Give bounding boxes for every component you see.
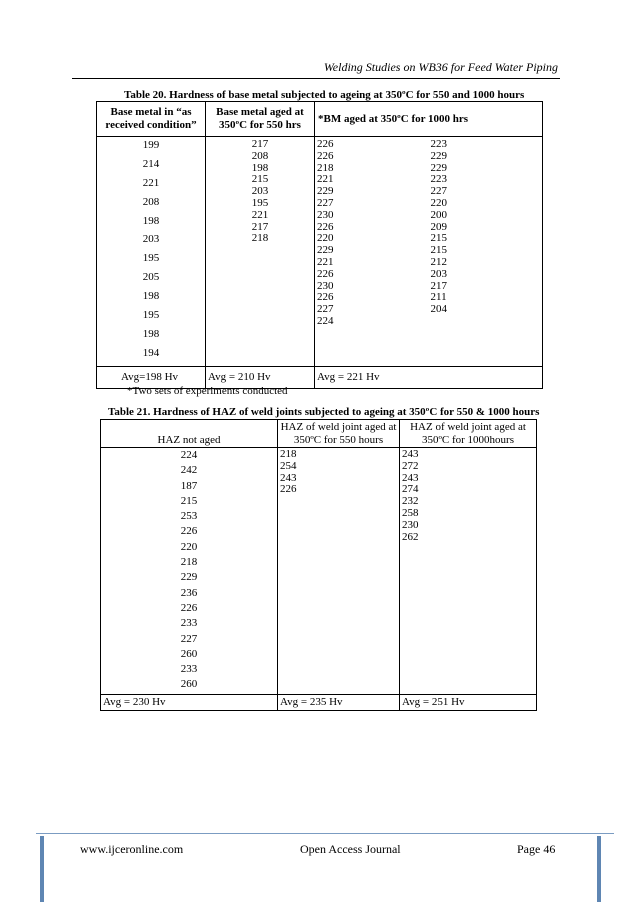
table-cell: 215 — [430, 232, 447, 245]
table21-avg-1000: Avg = 251 Hv — [400, 694, 537, 710]
table-cell: 226 — [317, 149, 334, 162]
table-cell: 209 — [430, 220, 447, 233]
table-cell: 198 — [142, 214, 160, 227]
table20-note: *Two sets of experiments conducted — [127, 385, 288, 397]
table-cell: 195 — [142, 309, 160, 322]
table-cell: 208 — [251, 149, 269, 162]
table-cell: 226 — [317, 291, 334, 304]
table-cell: 229 — [180, 571, 198, 584]
table-cell: 218 — [280, 448, 297, 460]
table-cell: 229 — [317, 185, 334, 198]
table20-col-received — [97, 137, 206, 367]
footer-rule — [36, 833, 614, 834]
table-cell: 227 — [430, 185, 447, 198]
table-cell: 214 — [142, 157, 160, 170]
table-cell: 258 — [402, 506, 419, 519]
table20-caption: Table 20. Hardness of base metal subjected to ageing at 350ºC for 550 and 1000 hours — [124, 89, 525, 101]
running-head: Welding Studies on WB36 for Feed Water Piping — [323, 60, 558, 74]
table-cell: 211 — [430, 291, 447, 304]
table-cell: 274 — [402, 483, 419, 496]
table-cell: 198 — [142, 327, 160, 340]
table-cell: 227 — [317, 303, 334, 316]
table-cell: 233 — [180, 617, 198, 630]
table20-header-1000: *BM aged at 350ºC for 1000 hrs — [315, 102, 543, 137]
table-cell: 195 — [142, 252, 160, 265]
table-cell: 226 — [317, 267, 334, 280]
table-cell: 229 — [430, 149, 447, 162]
table-cell: 262 — [402, 530, 419, 543]
table-cell: 217 — [251, 138, 269, 150]
table-cell: 254 — [280, 459, 297, 472]
table21-header-1000: HAZ of weld joint aged at 350ºC for 1000hours — [400, 420, 537, 448]
table-cell: 226 — [317, 138, 334, 150]
table-cell: 218 — [317, 161, 334, 174]
table-cell: 226 — [317, 220, 334, 233]
table-cell: 215 — [251, 173, 269, 186]
table-cell: 224 — [317, 314, 334, 327]
table21-header-not-aged: HAZ not aged — [101, 420, 278, 448]
table-cell: 236 — [180, 586, 198, 599]
table-cell: 187 — [180, 479, 198, 492]
footer-left-bar — [40, 836, 44, 902]
table20-header-550: Base metal aged at 350ºC for 550 hrs — [206, 102, 315, 137]
table-cell: 226 — [180, 601, 198, 614]
table-cell: 221 — [317, 255, 334, 268]
footer-page-number: Page 46 — [517, 842, 556, 856]
table-cell: 220 — [180, 540, 198, 553]
table-cell: 243 — [402, 471, 419, 484]
table-cell: 198 — [142, 290, 160, 303]
table-cell: 218 — [180, 556, 198, 569]
table-cell: 199 — [142, 139, 160, 151]
table-cell: 215 — [430, 244, 447, 257]
table-cell: 229 — [317, 244, 334, 257]
table-cell: 195 — [251, 196, 269, 209]
table20-col-550 — [206, 137, 315, 367]
table-cell: 243 — [402, 448, 419, 460]
table-cell: 203 — [430, 267, 447, 280]
table-cell: 224 — [180, 449, 198, 461]
table-cell: 260 — [180, 647, 198, 660]
table21 — [100, 419, 537, 711]
table-cell: 226 — [180, 525, 198, 538]
table-cell: 198 — [251, 161, 269, 174]
table-cell: 212 — [430, 255, 447, 268]
table-cell: 215 — [180, 494, 198, 507]
table-cell: 203 — [251, 185, 269, 198]
table-cell: 217 — [251, 220, 269, 233]
table-cell: 242 — [180, 464, 198, 477]
table-cell: 233 — [180, 663, 198, 676]
table-cell: 260 — [180, 678, 198, 691]
table-cell: 253 — [180, 510, 198, 523]
footer-right-bar — [597, 836, 601, 902]
footer-journal: Open Access Journal — [300, 842, 401, 856]
table21-col-1000 — [400, 448, 537, 695]
table21-header-550: HAZ of weld joint aged at 350ºC for 550 hours — [278, 420, 400, 448]
table20-avg-1000: Avg = 221 Hv — [315, 366, 543, 388]
table21-avg-550: Avg = 235 Hv — [278, 694, 400, 710]
table-cell: 204 — [430, 303, 447, 316]
footer-url: www.ijceronline.com — [80, 842, 184, 856]
table-cell: 229 — [430, 161, 447, 174]
table-cell: 194 — [142, 346, 160, 359]
table-cell: 227 — [180, 632, 198, 645]
table20-avg-received: Avg=198 Hv — [97, 366, 206, 388]
table-cell: 218 — [251, 232, 269, 245]
table-cell: 230 — [317, 279, 334, 292]
table-cell: 226 — [280, 483, 297, 496]
table-cell: 243 — [280, 471, 297, 484]
table20-avg-550: Avg = 210 Hv — [206, 366, 315, 388]
table-cell: 223 — [430, 173, 447, 186]
table-cell: 217 — [430, 279, 447, 292]
table20-col-1000 — [315, 137, 543, 367]
table21-caption: Table 21. Hardness of HAZ of weld joints subjected to ageing at 350ºC for 550 & 1000 hours — [108, 406, 540, 418]
table-cell: 205 — [142, 271, 160, 284]
table-cell: 221 — [317, 173, 334, 186]
table-cell: 221 — [251, 208, 269, 221]
table-cell: 230 — [317, 208, 334, 221]
table-cell: 220 — [317, 232, 334, 245]
table-cell: 232 — [402, 495, 419, 508]
table21-col-not-aged — [101, 448, 278, 695]
table20-header-received: Base metal in “as received condition” — [97, 102, 206, 137]
table-cell: 230 — [402, 518, 419, 531]
table-cell: 203 — [142, 233, 160, 246]
table21-avg-not-aged: Avg = 230 Hv — [101, 694, 278, 710]
table-cell: 220 — [430, 196, 447, 209]
table-cell: 200 — [430, 208, 447, 221]
table-cell: 223 — [430, 138, 447, 150]
table-cell: 208 — [142, 195, 160, 208]
table-cell: 221 — [142, 176, 160, 189]
header-rule — [72, 78, 560, 79]
table20 — [96, 101, 543, 389]
table21-col-550 — [278, 448, 400, 695]
table-cell: 227 — [317, 196, 334, 209]
table-cell: 272 — [402, 459, 419, 472]
